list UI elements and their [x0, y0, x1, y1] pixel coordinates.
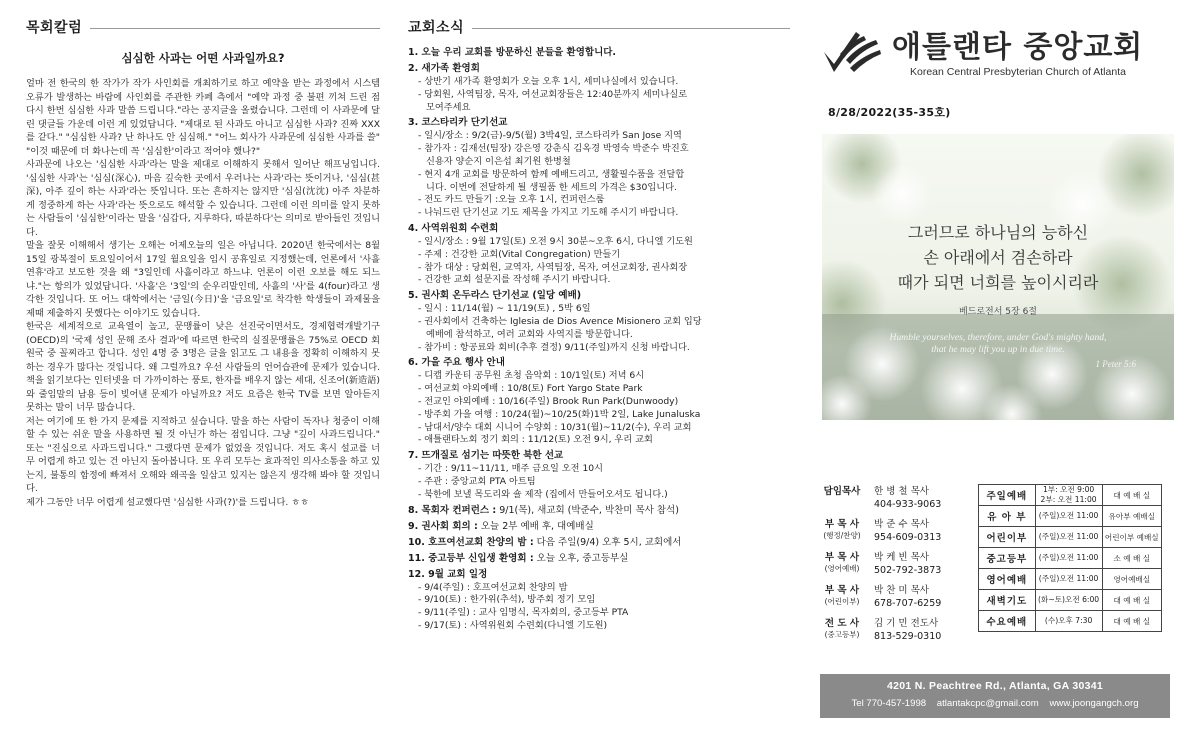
news-item-heading: 2. 새가족 환영회: [408, 63, 480, 74]
staff-role-title: 전 도 사: [824, 618, 860, 629]
news-item-line: - 참가 대상 : 당회원, 교역자, 사역팀장, 목자, 여선교회장, 권사회장: [418, 261, 688, 273]
news-item-line: 예배에 참석하고, 여러 교회와 사역지를 방문합니다.: [426, 328, 633, 340]
news-item: [408, 568, 790, 633]
news-item-title: [408, 536, 790, 550]
news-list: [408, 46, 790, 633]
news-item-inline-detail: 다음 주일(9/4) 오후 5시, 교회에서: [533, 536, 682, 548]
news-item-line: - 일시/장소 : 9월 17일(토) 오전 9시 30분~오후 6시, 다니엘 기도원: [418, 235, 693, 247]
news-item-heading: 4. 사역위원회 수련회: [408, 222, 499, 234]
news-item-title: [408, 289, 790, 303]
section-divider: [472, 28, 790, 29]
service-location: 소 예 배 실: [1102, 548, 1162, 569]
staff-phone: 678-707-6259: [874, 597, 942, 609]
service-time: (수)오후 7:30: [1035, 611, 1102, 632]
news-item-title: [408, 568, 790, 582]
news-item: [408, 356, 790, 447]
news-item-line: - 방주회 가을 여행 : 10/24(월)~10/25(화)1박 2일, Lake Junaluska: [418, 408, 701, 420]
news-item-line: 신용자 양순지 이은섭 최기원 한병철: [426, 155, 571, 167]
staff-role-department: (중고등부): [824, 630, 860, 639]
church-news: [408, 16, 790, 721]
staff-phone: 813-529-0310: [874, 630, 942, 642]
pastor-column: [26, 16, 380, 721]
staff-phone: 404-933-9063: [874, 498, 942, 510]
news-item-heading: 10. 호프여선교회 찬양의 밤 :: [408, 536, 534, 548]
staff-info: [874, 585, 941, 610]
staff-role-department: (영어예배): [824, 564, 860, 573]
news-item-title: [408, 356, 790, 370]
service-row: [979, 506, 1162, 527]
staff-name: 한 병 철 목사: [874, 486, 929, 497]
staff-role: [818, 519, 866, 544]
news-item: [408, 504, 790, 518]
issue-date: 8/28/2022(35-35호): [828, 106, 951, 119]
news-item-title: [408, 46, 790, 60]
church-logo-area: [820, 24, 1172, 80]
staff-list: [818, 486, 968, 651]
staff-row: [818, 585, 968, 610]
verse-korean-line: 때가 되면 너희를 높이시리라: [897, 273, 1099, 292]
staff-role: [818, 618, 866, 643]
service-location: 영어예배실: [1102, 569, 1162, 590]
article-paragraph: 사과문에 나오는 '심심한 사과'라는 말을 제대로 이해하지 못해서 일어난 해프닝입니다. '심심한 사과'는 '심심(深心), 마음 깊숙한 곳에서 우러나는 사과'라는 뜻이거나, '심심(甚深), 아주 깊이 하는 사과'라는 뜻입니다. 또는 흔하지는 않지만 '심심(沈沈) 아주 차분하게 정중하게 하는 사과'라는 뜻으로도 해석할 수 있습니다. 그런데 이런 의미를 알지 못하는 사람들이 '심심한'이라는 말을 '심갑다, 지루하다, 따분하다'는 의미로 받아들인 것입니다.: [26, 159, 380, 238]
staff-phone: 502-792-3873: [874, 564, 942, 576]
article-paragraph: 얼마 전 한국의 한 작가가 작가 사인회를 개최하기로 하고 예약을 받는 과정에서 시스템 오류가 발생하는 바람에 사인회를 주관한 카페 측에서 "예약 과정 중 불편 끼쳐 드린 점 다시 한번 심심한 사과 말씀 드립니다."라는 공지글을 올렸습니다. 그런데 이 사과문에 달린 댓글들 가운데 이런 게 있었답니다. "제대로 된 사과도 아니고 심심한 사과? 진짜 XXX를 같다." "심심한 사과? 난 하나도 안 심심해." "어느 회사가 사과문에 심심한 사과를 쓸" "이것 때문에 더 화나는데 꼭 '심심한'이라고 적어야 했나?": [26, 78, 380, 157]
news-item: [408, 520, 790, 534]
verse-reference-english: 1 Peter 5:6: [1095, 359, 1136, 369]
news-item-line: - 북한에 보낼 목도리와 숄 제작 (집에서 만들어오셔도 됩니다.): [418, 488, 668, 500]
news-item-heading: 5. 권사회 온두라스 단기선교 (일당 예배): [408, 290, 582, 302]
news-item-line: - 여선교회 야외예배 : 10/8(토) Fort Yargo State Park: [418, 383, 643, 395]
article-paragraph: 제가 그동안 너무 어렵게 설교했다면 '심심한 사과(?)'를 드립니다. ㅎㅎ: [26, 496, 310, 508]
section-divider: [90, 28, 380, 29]
staff-row: [818, 519, 968, 544]
news-item-line: - 나눠드린 단기선교 기도 제목을 가지고 기도해 주시기 바랍니다.: [418, 207, 679, 219]
checkmark-swoosh-logo-icon: [820, 24, 882, 76]
staff-info: [874, 519, 941, 544]
service-name: 수요예배: [979, 611, 1036, 632]
service-location: 대 예 배 실: [1102, 485, 1162, 506]
article-paragraph: 한국은 세계적으로 교육열이 높고, 문맹률이 낮은 선진국이면서도, 경제협력개발기구(OECD)의 '국제 성인 문해 조사 결과'에 따르면 한국의 실질문맹률은 75%로 OECD 회원국 중 꼴찌라고 합니다. 성인 4명 중 3명은 글을 읽고도 그 내용을 정확히 이해하지 못하는 경우가 많다는 것입니다. 왜 그럴까요? 우선 사람들의 언어습관에 문제가 있습니다. 책을 읽기보다는 인터넷을 더 가까이하는 풍토, 한자를 배우지 않는 세대, 신조어(新造語)와 줄임말의 남용 등이 빚어낸 문제가 아닐까요? 저도 요즘은 한국 TV를 보면 알아듣지 못하는 말이 너무 많습니다.: [26, 321, 380, 413]
service-time: (주일)오전 11:00: [1035, 548, 1102, 569]
verse-english-line: that he may lift you up in due time.: [931, 344, 1065, 355]
news-item-line: - 상반기 새가족 환영회가 오늘 오후 1시, 세미나실에서 있습니다.: [418, 76, 679, 87]
news-item: [408, 552, 790, 566]
service-row: [979, 527, 1162, 548]
service-row: [979, 590, 1162, 611]
service-time: (주일)오전 11:00: [1035, 569, 1102, 590]
staff-info: [874, 618, 941, 643]
service-name: 새벽기도: [979, 590, 1036, 611]
news-item-title: [408, 116, 790, 130]
service-name: 어린이부: [979, 527, 1036, 548]
news-item-line: - 참가자 : 김재선(팀장) 강은영 강춘식 김옥경 박영숙 박준수 박진호: [418, 143, 689, 155]
news-item-heading: 7. 뜨개질로 섬기는 따뜻한 북한 선교: [408, 450, 564, 462]
bulletin-cover: [812, 16, 1182, 721]
news-section-header: [408, 16, 790, 38]
verse-korean: [822, 220, 1174, 295]
news-item: [408, 222, 790, 287]
news-item-inline-detail: 9/1(목), 새교회 (박준수, 박찬미 목사 참석): [496, 504, 679, 516]
service-row: [979, 611, 1162, 632]
staff-name: 김 기 민 전도사: [874, 618, 939, 629]
staff-name: 박 케 빈 목사: [874, 552, 929, 563]
staff-role-department: (어린이부): [824, 597, 860, 606]
phone-number: Tel 770-457-1998: [851, 698, 927, 709]
service-location: 유아부 예배실: [1102, 506, 1162, 527]
email-address[interactable]: atlantakcpc@gmail.com: [936, 698, 1039, 709]
website-link[interactable]: www.joongangch.org: [1049, 698, 1139, 709]
news-item-inline-detail: 오늘 2부 예배 후, 대예배실: [477, 520, 594, 532]
news-item-line: - 현지 4개 교회를 방문하여 함께 예배드리고, 생활필수품을 전달합: [418, 168, 685, 180]
news-item-title: [408, 520, 790, 534]
verse-korean-line: 손 아래에서 겸손하라: [923, 248, 1073, 267]
news-item-inline-detail: 오늘 오후, 중고등부실: [533, 552, 629, 564]
news-item: [408, 62, 790, 114]
news-section-title: 교회소식: [408, 20, 465, 36]
staff-role: [818, 585, 866, 610]
verse-english-line: Humble yourselves, therefore, under God's mighty hand,: [889, 332, 1107, 343]
news-item-line: - 권사회에서 건축하는 Iglesia de Dios Avence Misionero 교회 입당: [418, 315, 702, 327]
article-paragraph: 저는 여기에 또 한 가지 문제를 지적하고 싶습니다. 말을 하는 사람이 독자나 청중이 이해할 수 있는 쉬운 말을 사용하면 될 것 아닌가 하는 점입니다. 그냥 "깊이 사과드립니다." 또는 "진심으로 사과드립니다." 그랬다면 문제가 없었을 것입니다. 저도 혹시 설교를 너무 어렵게 하고 있는 건 아닌지 돌아봅니다. 또 우리 모두는 효과적인 의사소통을 하고 있는지, 불통의 함정에 빠져서 오해와 왜곡을 일삼고 있지는 않은지 생각해 봐야 할 것입니다.: [26, 415, 380, 494]
news-item-line: - 9/4(주일) : 호프여선교회 찬양의 밤: [418, 581, 568, 593]
service-schedule-table: [978, 484, 1162, 632]
news-item-heading: 3. 코스타리카 단기선교: [408, 117, 508, 129]
service-time: (주일)오전 11:00: [1035, 527, 1102, 548]
news-item: [408, 536, 790, 550]
news-item-line: - 디캡 카운티 공무원 초청 음악회 : 10/1일(토) 저녁 6시: [418, 370, 645, 382]
service-location: 대 예 배 실: [1102, 611, 1162, 632]
service-time: (화~토)오전 6:00: [1035, 590, 1102, 611]
news-item-line: - 주제 : 건강한 교회(Vital Congregation) 만들기: [418, 248, 621, 260]
news-item-title: [408, 504, 790, 518]
news-item-line: - 기간 : 9/11~11/11, 매주 금요일 오전 10시: [418, 463, 604, 475]
news-item-line: - 9/10(토) : 한가위(추석), 방주회 정기 모임: [418, 594, 596, 606]
service-row: [979, 485, 1162, 506]
verse-english: [822, 332, 1174, 356]
staff-info: [874, 486, 941, 511]
service-name: 유 아 부: [979, 506, 1036, 527]
news-item: [408, 289, 790, 354]
news-item-line: - 남대서/양수 대회 시니어 수양회 : 10/31(월)~11/2(수), 우리 교회: [418, 421, 692, 433]
service-row: [979, 548, 1162, 569]
article-title: 심심한 사과는 어떤 사과일까요?: [121, 51, 285, 65]
article-paragraph: 말을 잘못 이해해서 생기는 오해는 어제오늘의 일은 아닙니다. 2020년 한국에서는 8월 15일 광복절이 토요일이어서 17일 월요일을 임시 공휴일로 지정했는데, 언론에서 '사흘 연휴'라고 보도한 것을 왜 "3일인데 사흘이라고 하느냐. 언론이 이런 오보를 해도 되느냐."는 항의가 있었답니다. '사흘'은 '3일'의 순우리말인데, 사흘의 '사'를 4(four)라고 생각한 것입니다. 또 어느 대학에서는 '금일(今日)'을 '금요일'로 착각한 학생들이 과제물을 제때 제출하지 못했다는 이야기도 있습니다.: [26, 240, 380, 319]
staff-role: [818, 486, 866, 511]
news-item: [408, 116, 790, 220]
service-name: 중고등부: [979, 548, 1036, 569]
news-item-line: - 9/17(토) : 사역위원회 수련회(다니엘 기도원): [418, 619, 608, 631]
news-item-line: - 9/11(주일) : 교사 임명식, 목자회의, 중고등부 PTA: [418, 607, 629, 619]
news-item-line: - 애틀랜타노회 정기 회의 : 11/12(토) 오전 9시, 우리 교회: [418, 434, 653, 446]
staff-role-title: 부 목 사: [824, 585, 860, 596]
news-item-title: [408, 222, 790, 236]
column-section-header: [26, 16, 380, 38]
verse-korean-line: 그러므로 하나님의 능하신: [907, 223, 1089, 242]
contact-line: [820, 698, 1170, 709]
verse-reference-korean: 베드로전서 5장 6절: [958, 307, 1038, 317]
service-time: (주일)오전 11:00: [1035, 506, 1102, 527]
news-item-title: [408, 449, 790, 463]
news-item-heading: 8. 목회자 컨퍼런스 :: [408, 504, 497, 516]
news-item-heading: 12. 9월 교회 일정: [408, 568, 488, 580]
news-item-line: 모여주세요: [426, 101, 471, 113]
church-address: 4201 N. Peachtree Rd., Atlanta, GA 30341: [886, 680, 1104, 692]
news-item-line: 니다. 이번에 전달하게 될 생필품 한 세트의 가격은 $30입니다.: [426, 181, 677, 193]
news-item-title: [408, 62, 790, 76]
news-item-line: - 전도 카드 만들기 :오늘 오후 1시, 컨퍼런스룸: [418, 194, 605, 206]
church-name-english: Korean Central Presbyterian Church of Atlanta: [910, 66, 1126, 78]
service-time: 1부: 오전 9:00 2부: 오전 11:00: [1035, 485, 1102, 506]
staff-name: 박 찬 미 목사: [874, 585, 929, 596]
news-item-heading: 11. 중고등부 신입생 환영회 :: [408, 552, 534, 564]
column-section-title: 목회칼럼: [26, 20, 83, 36]
address-bar: [820, 674, 1170, 718]
staff-role-department: (행정/찬양): [823, 531, 861, 540]
staff-role-title: 부 목 사: [824, 519, 860, 530]
article-body: [26, 77, 380, 509]
verse-image: [822, 134, 1174, 420]
news-item: [408, 449, 790, 501]
staff-row: [818, 552, 968, 577]
staff-row: [818, 618, 968, 643]
news-item: [408, 46, 790, 60]
news-item-line: - 일시/장소 : 9/2(금)-9/5(월) 3박4일, 코스타리카 San Jose 지역: [418, 130, 682, 142]
staff-phone: 954-609-0313: [874, 531, 942, 543]
news-item-line: - 일시 : 11/14(월) ~ 11/19(토) , 5박 6일: [418, 303, 591, 315]
service-name: 주일예배: [979, 485, 1036, 506]
news-item-heading: 9. 권사회 회의 :: [408, 520, 478, 532]
news-item-line: - 주관 : 중앙교회 PTA 아트팀: [418, 475, 536, 487]
news-item-line: - 건강한 교회 설문지를 작성해 주시기 바랍니다.: [418, 274, 611, 286]
news-item-heading: 6. 가을 주요 행사 안내: [408, 357, 505, 369]
service-name: 영어예배: [979, 569, 1036, 590]
service-location: 대 예 배 실: [1102, 590, 1162, 611]
staff-role-title: 담임목사: [823, 486, 861, 497]
staff-row: [818, 486, 968, 511]
staff-role-title: 부 목 사: [824, 552, 860, 563]
service-row: [979, 569, 1162, 590]
news-item-title: [408, 552, 790, 566]
news-item-heading: 1. 오늘 우리 교회를 방문하신 분들을 환영합니다.: [408, 47, 617, 58]
news-item-line: - 당회원, 사역팀장, 목자, 여선교회장들은 12:40분까지 세미나실로: [418, 88, 688, 100]
news-item-line: - 전교인 야외예배 : 10/16(주일) Brook Run Park(Dunwoody): [418, 395, 679, 407]
service-location: 어린이부 예배실: [1102, 527, 1162, 548]
staff-info: [874, 552, 941, 577]
news-item-line: - 참가비 : 항공료와 회비(추후 결정) 9/11(주일)까지 신청 바랍니다.: [418, 341, 690, 353]
staff-role: [818, 552, 866, 577]
staff-name: 박 준 수 목사: [874, 519, 929, 530]
church-name-korean: 애틀랜타 중앙교회: [892, 30, 1144, 65]
